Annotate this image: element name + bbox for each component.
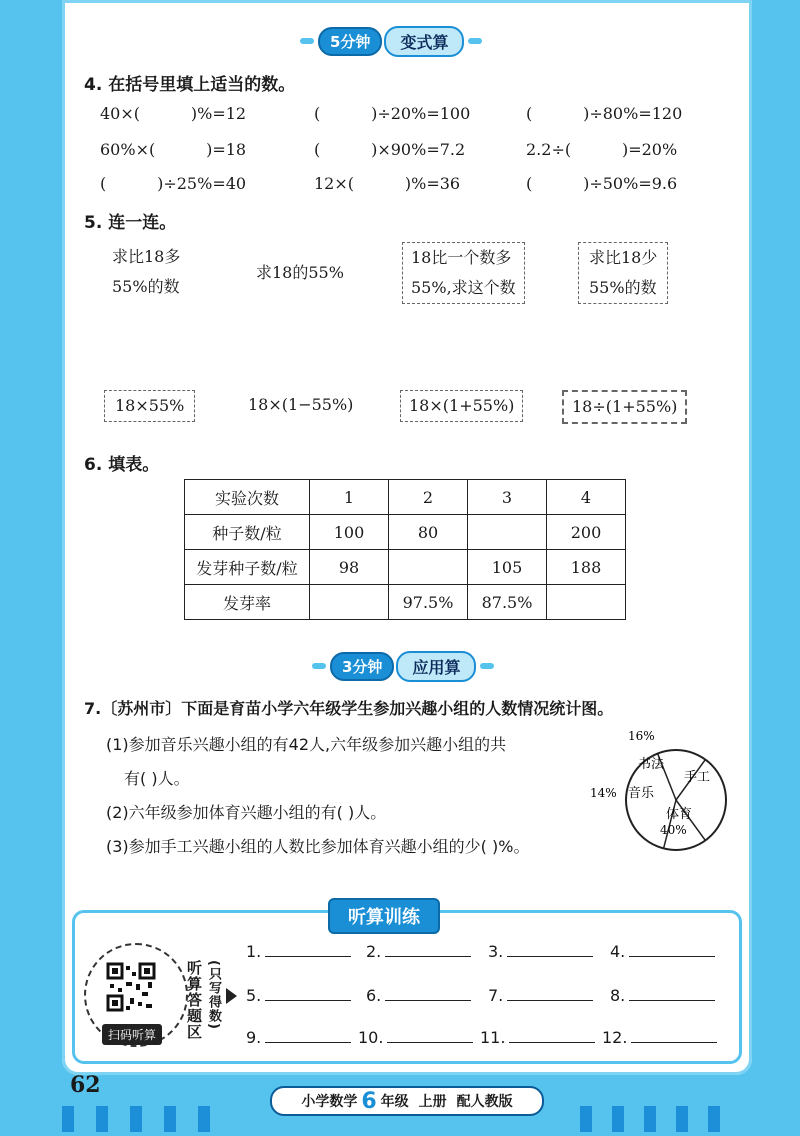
match-top-1-line1: 求比18多 [112,247,181,266]
q4-eq: 2.2÷( )=20% [526,140,678,159]
table-cell: 98 [310,550,389,585]
table-row [185,550,626,585]
answer-slot[interactable]: 10. [358,1028,473,1047]
match-top-2[interactable] [256,258,344,288]
table-cell: 105 [468,550,547,585]
q7-source: 7.〔苏州市〕 [84,699,182,718]
table-cell: 97.5% [389,585,468,620]
q4-eq: ( )÷25%=40 [100,174,247,193]
q5-title: 5. 连一连。 [84,213,177,233]
answer-slot[interactable]: 2. [366,942,471,961]
q7-title [84,696,613,719]
match-top-2-line1: 求18的55% [256,263,344,282]
table-cell: 发芽率 [185,585,310,620]
scan-label: 扫码听算 [102,1024,162,1045]
section-header-variant [300,27,482,55]
pie-pct-tiyu: 40% [660,823,687,837]
answer-slot[interactable]: 12. [602,1028,717,1047]
q4-eq: 12×( )%=36 [314,174,461,193]
answer-slot[interactable]: 8. [610,986,715,1005]
table-cell: 3 [468,480,547,515]
header-line-left [300,38,314,44]
q4-eq: 40×( )%=12 [100,104,247,123]
answer-slot[interactable]: 11. [480,1028,595,1047]
table-cell-blank[interactable] [468,515,547,550]
match-top-3[interactable] [402,242,525,304]
table-cell: 发芽种子数/粒 [185,550,310,585]
q7-title-text: 下面是育苗小学六年级学生参加兴趣小组的人数情况统计图。 [181,699,614,718]
header-line-left [312,663,326,669]
match-top-4[interactable] [578,242,668,304]
pie-pct-yinyue: 14% [590,786,617,800]
table-cell: 100 [310,515,389,550]
table-cell: 2 [389,480,468,515]
page-number: 62 [70,1072,101,1098]
listening-title: 听算训练 [328,898,440,934]
answer-slot[interactable]: 7. [488,986,593,1005]
table-cell: 80 [389,515,468,550]
qr-code-icon[interactable] [106,962,156,1012]
interest-group-pie-chart [590,724,740,864]
book-info-footer [270,1086,544,1116]
header-line-right [480,663,494,669]
answer-slot[interactable]: 9. [246,1028,351,1047]
table-row [185,515,626,550]
section-title: 应用算 [396,651,476,682]
match-top-4-line1: 求比18少 [589,248,658,267]
q4-eq: ( )÷50%=9.6 [526,174,678,193]
table-cell-blank[interactable] [389,550,468,585]
table-cell: 4 [547,480,626,515]
footer-edition: 配人教版 [456,1094,513,1110]
match-bottom-2[interactable]: 18×(1−55%) [248,395,354,414]
section-header-application [312,652,494,680]
match-top-3-line1: 18比一个数多 [411,248,512,267]
footer-grade-suffix: 年级 [380,1094,409,1110]
q4-eq: ( )÷20%=100 [314,104,471,123]
q7-line2: 有( )人。 [124,769,190,788]
pie-label-shougong: 手工 [684,770,711,785]
header-line-right [468,38,482,44]
table-cell: 87.5% [468,585,547,620]
pie-label-shufa: 书法 [638,757,665,772]
match-bottom-3[interactable]: 18×(1+55%) [400,390,523,422]
q7-line4: (3)参加手工兴趣小组的人数比参加体育兴趣小组的少( )%。 [106,837,530,856]
seed-table [184,479,626,620]
section-title: 变式算 [384,26,464,57]
table-cell: 种子数/粒 [185,515,310,550]
q4-eq: ( )×90%=7.2 [314,140,466,159]
footer-volume: 上册 [418,1094,447,1110]
answer-area-note: (只写得数) [206,960,221,1030]
match-top-1[interactable] [112,242,180,302]
q6-title: 6. 填表。 [84,455,160,475]
table-row [185,585,626,620]
footer-subject: 小学数学 [301,1094,358,1110]
answer-slot[interactable]: 5. [246,986,351,1005]
table-cell-blank[interactable] [547,585,626,620]
section-time-tag: 3分钟 [330,652,394,681]
answer-area-label: 听算答题区 [185,960,203,1040]
q7-line3: (2)六年级参加体育兴趣小组的有( )人。 [106,803,387,822]
footer-grade: 6 [361,1088,377,1114]
q4-title: 4. 在括号里填上适当的数。 [84,75,296,95]
match-top-4-line2: 55%的数 [589,278,657,297]
answer-slot[interactable]: 1. [246,942,351,961]
match-top-1-line2: 55%的数 [112,277,180,296]
pie-pct-shufa: 16% [628,729,655,743]
table-cell-blank[interactable] [310,585,389,620]
match-bottom-1[interactable]: 18×55% [104,390,195,422]
table-cell: 188 [547,550,626,585]
pie-label-yinyue: 音乐 [628,786,655,801]
table-cell: 1 [310,480,389,515]
q4-eq: 60%×( )=18 [100,140,247,159]
q4-eq: ( )÷80%=120 [526,104,683,123]
arrow-right-icon [226,988,237,1004]
q7-line1: (1)参加音乐兴趣小组的有42人,六年级参加兴趣小组的共 [106,735,507,754]
match-top-3-line2: 55%,求这个数 [411,278,516,297]
table-cell: 实验次数 [185,480,310,515]
section-time-tag: 5分钟 [318,27,382,56]
pie-label-tiyu: 体育 [666,807,693,822]
table-row [185,480,626,515]
answer-slot[interactable]: 6. [366,986,471,1005]
answer-slot[interactable]: 4. [610,942,715,961]
match-bottom-4[interactable]: 18÷(1+55%) [562,390,687,424]
answer-slot[interactable]: 3. [488,942,593,961]
table-cell: 200 [547,515,626,550]
